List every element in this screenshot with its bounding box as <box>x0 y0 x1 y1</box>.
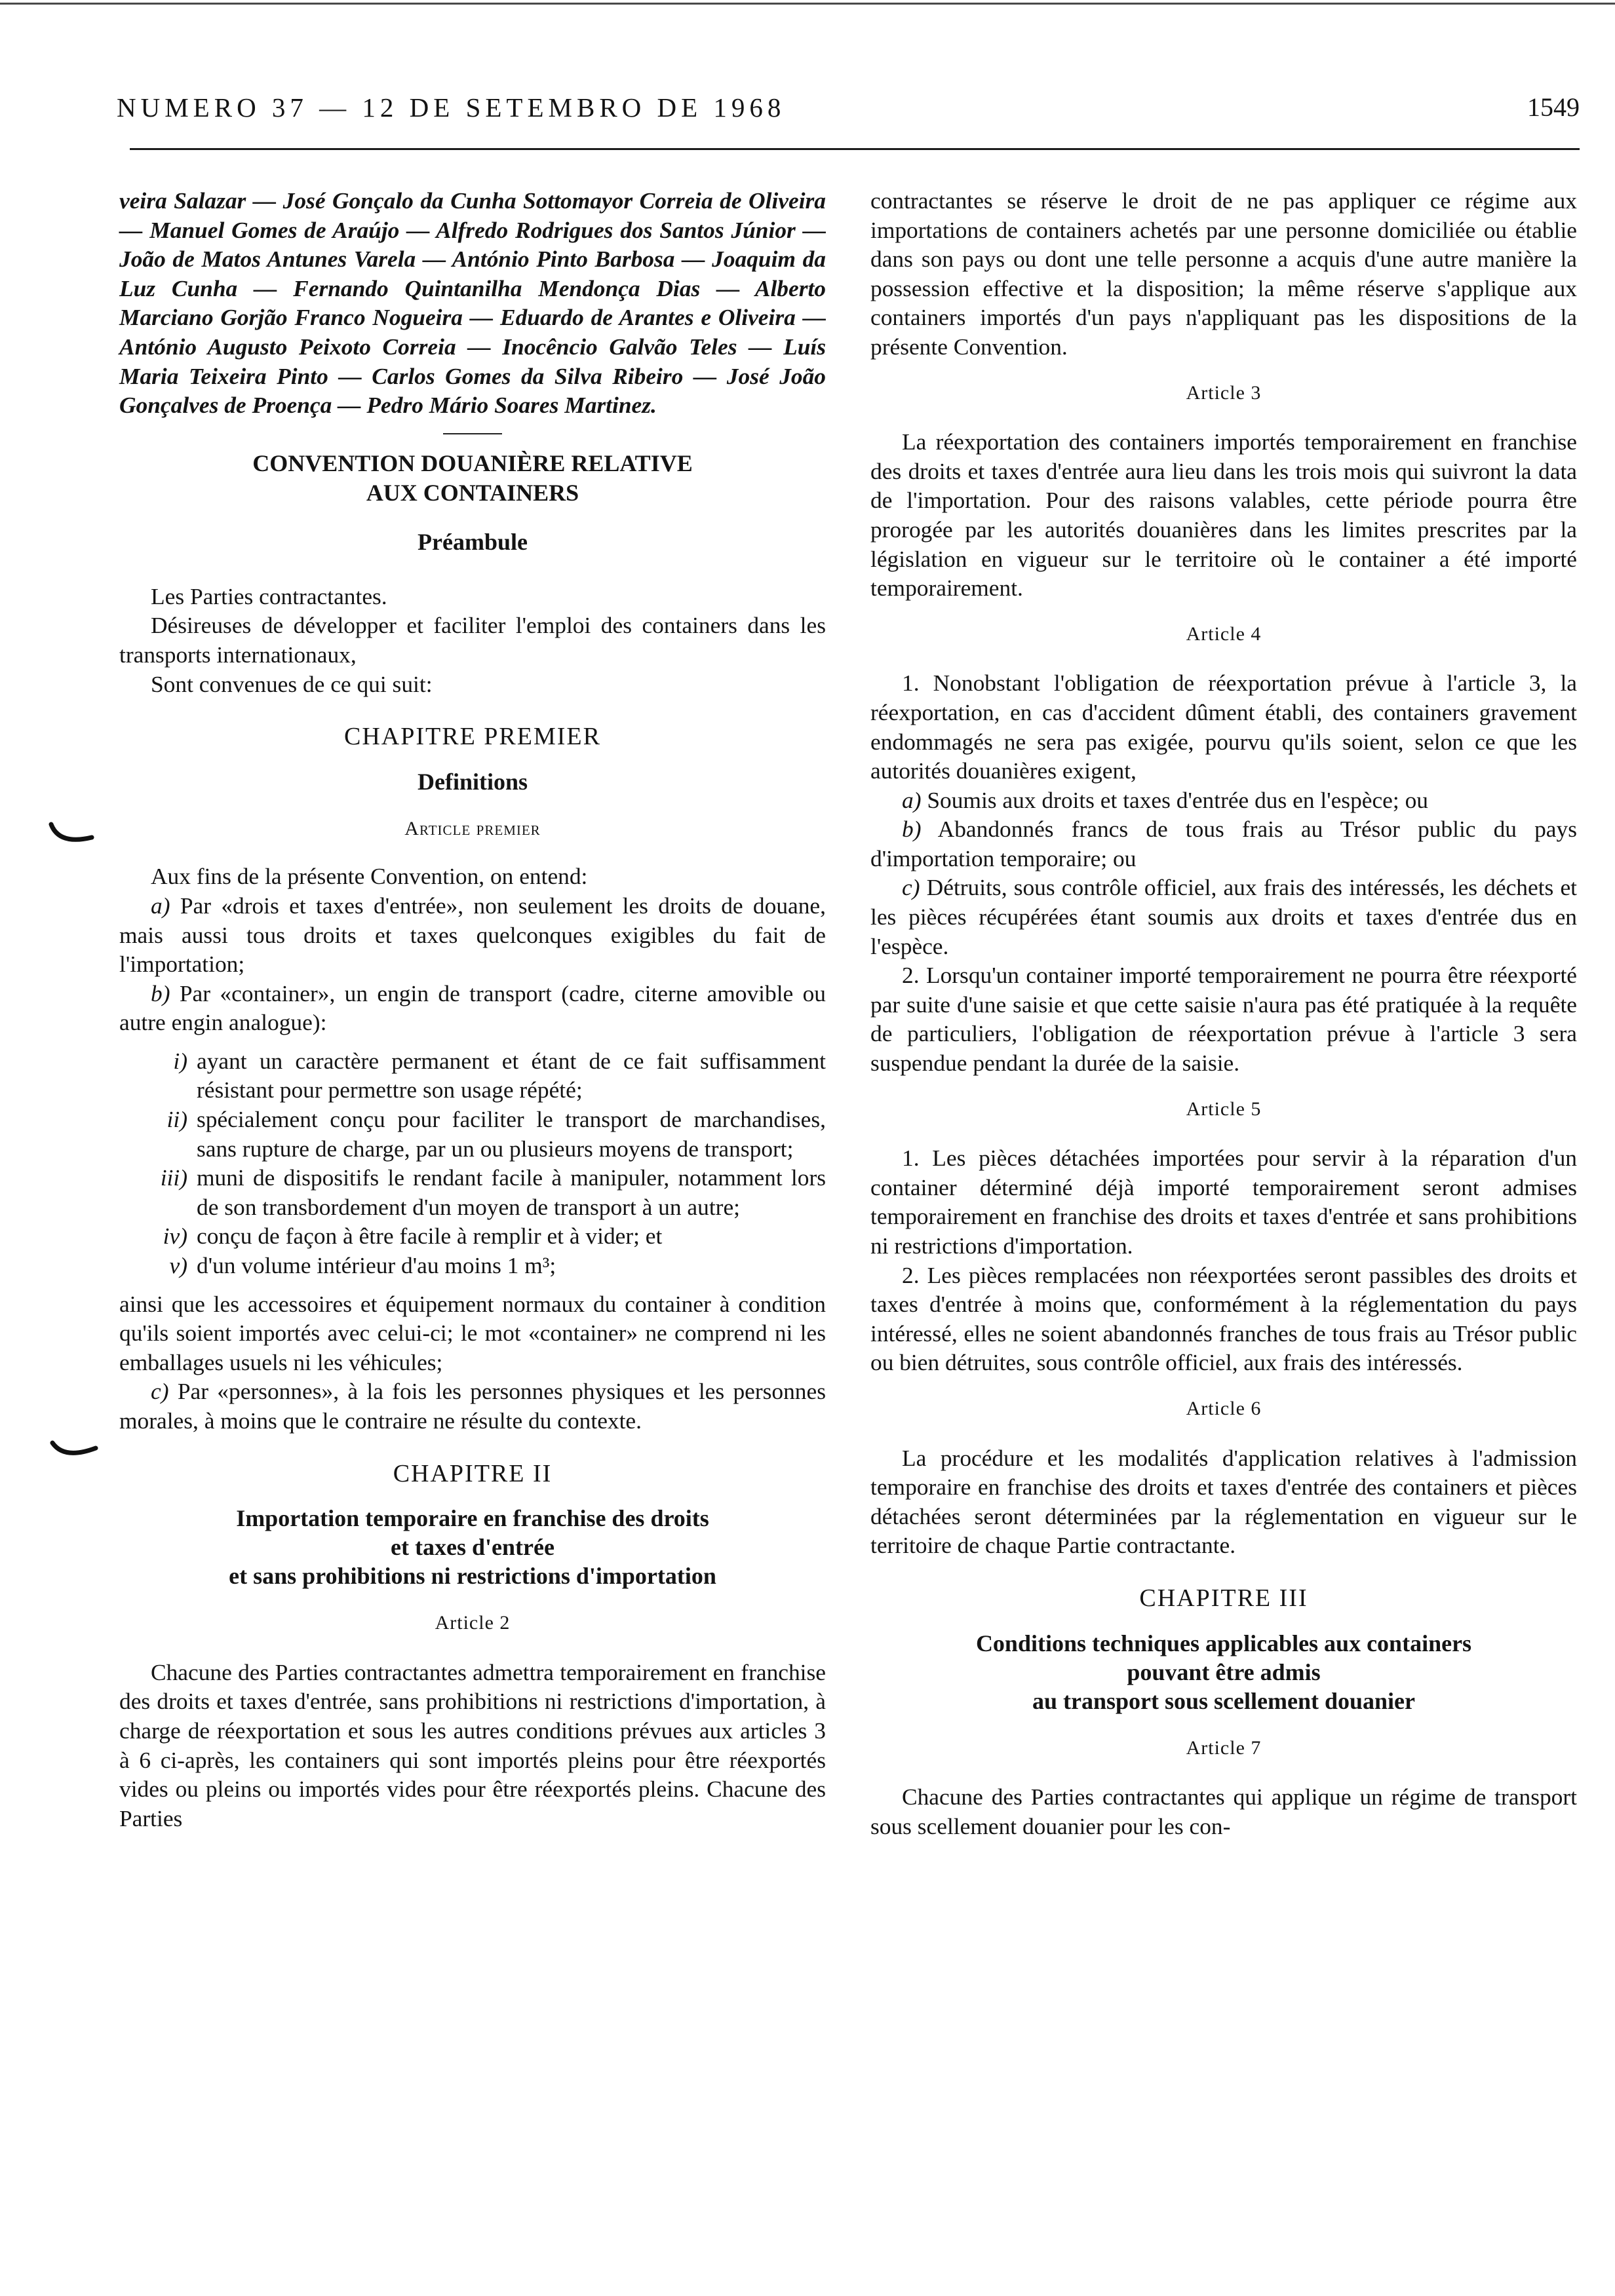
header-rule <box>130 148 1580 150</box>
chapter-title-line: pouvant être admis <box>1127 1658 1321 1685</box>
right-column <box>870 186 1577 1841</box>
article-heading: Article premier <box>404 817 541 839</box>
list-item <box>169 1251 826 1280</box>
item-number: iv) <box>163 1223 187 1250</box>
list-label: b) <box>902 816 922 843</box>
article-heading: Article 2 <box>435 1612 511 1634</box>
article-heading: Article 5 <box>1186 1098 1262 1120</box>
item-text: muni de dispositifs le rendant facile à manipuler, notamment lors de son transbordement d'un moyen de transport à un autre; <box>197 1164 826 1220</box>
chapter-heading: CHAPITRE II <box>393 1459 553 1487</box>
article-paragraph: Chacune des Parties contractantes qui applique un régime de transport sous scellement douanier pour les con- <box>870 1784 1577 1839</box>
chapter-title-line: et sans prohibitions ni restrictions d'importation <box>229 1563 716 1590</box>
list-item <box>166 1105 826 1163</box>
margin-check-mark-icon <box>46 819 98 852</box>
chapter-title-line: Conditions techniques applicables aux containers <box>975 1630 1472 1656</box>
paragraph-text: Par «personnes», à la fois les personnes physiques et les personnes morales, à moins que le contraire ne résulte du contexte. <box>119 1378 826 1434</box>
chapter-title <box>870 1629 1577 1715</box>
article-paragraph: La procédure et les modalités d'application relatives à l'admission temporaire en franchise des droits et taxes d'entrée des containers et pièces détachées seront déterminées par la réglementation en vigueur sur le territoire de chaque Partie contractante. <box>870 1444 1577 1559</box>
article-paragraph <box>870 786 1577 815</box>
article-paragraph <box>870 873 1577 961</box>
list-item <box>173 1046 826 1105</box>
chapter-title-line: et taxes d'entrée <box>391 1534 555 1561</box>
convention-title-line-1: CONVENTION DOUANIÈRE RELATIVE <box>252 450 693 476</box>
preamble-title: Préambule <box>418 528 528 555</box>
item-number: v) <box>169 1252 187 1279</box>
chapter-title-line: au transport sous scellement douanier <box>1032 1687 1415 1714</box>
chapter-heading: CHAPITRE III <box>1139 1584 1308 1612</box>
paragraph-text: Abandonnés francs de tous frais au Trésor public du pays d'importation temporaire; ou <box>870 816 1577 871</box>
list-item <box>163 1221 826 1251</box>
section-title: Definitions <box>417 768 528 795</box>
item-text: ayant un caractère permanent et étant de ce fait suffisamment résistant pour permettre son usage répété; <box>197 1047 826 1103</box>
article-paragraph: Aux fins de la présente Convention, on entend: <box>151 863 588 890</box>
list-label: c) <box>902 874 920 901</box>
article-heading: Article 6 <box>1186 1397 1262 1419</box>
scan-top-edge <box>0 3 1615 5</box>
margin-check-mark-icon <box>47 1428 106 1468</box>
paragraph-text: Soumis aux droits et taxes d'entrée dus en l'espèce; ou <box>927 786 1428 813</box>
article-heading: Article 7 <box>1186 1736 1262 1759</box>
article-paragraph: 2. Les pièces remplacées non réexportées seront passibles des droits et taxes d'entrée à moins que, conformément à la réglementation du pays intéressé, elles ne soient abandonnés franches de tous frais au Trésor public ou bien détruites, sous contrôle officiel, aux frais des intéressés. <box>870 1261 1577 1376</box>
convention-title-line-2: AUX CONTAINERS <box>366 479 579 506</box>
article-paragraph: Chacune des Parties contractantes admettra temporairement en franchise des droits et taxes d'entrée, sans prohibitions ni restrictions d'importation, à charge de réexportation et sous les autres conditions prévues aux articles 3 à 6 ci-après, les containers qui sont importés pleins pour être réexportés vides ou pleins ou importés vides pour être réexportés pleins. Chacune des Parties <box>119 1658 826 1831</box>
page-number: 1549 <box>1527 92 1580 122</box>
article-paragraph: ainsi que les accessoires et équipement normaux du container à condition qu'ils soient importés avec celui-ci; le mot «container» ne comprend ni les emballages usuels ni les véhicules; <box>119 1290 826 1375</box>
definition-list <box>119 1046 826 1280</box>
item-number: iii) <box>160 1164 187 1191</box>
signatories: veira Salazar — José Gonçalo da Cunha Sottomayor Correia de Oliveira — Manuel Gomes de Araújo — Alfredo Rodrigues dos Santos Júnior — João de Matos Antunes Varela — António Pinto Barbosa — Joaquim da Luz Cunha — Fernando Quintanilha Mendonça Dias — Alberto Marciano Gorjão Franco Nogueira — Eduardo de Arantes e Oliveira — António Augusto Peixoto Correia — Inocêncio Galvão Teles — Luís Maria Teixeira Pinto — Carlos Gomes da Silva Ribeiro — José João Gonçalves de Proença — Pedro Mário Soares Martinez. <box>119 187 826 419</box>
article-paragraph <box>870 814 1577 873</box>
item-number: ii) <box>166 1106 187 1133</box>
article-paragraph: 1. Les pièces détachées importées pour servir à la réparation d'un container déterminé déjà importé temporairement seront admises temporairement en franchise des droits et taxes d'entrée et sans prohibitions ni restrictions d'importation. <box>870 1145 1577 1259</box>
preamble-paragraph: Désireuses de développer et faciliter l'emploi des containers dans les transports internationaux, <box>119 612 826 668</box>
separator <box>443 433 502 434</box>
list-item <box>160 1163 826 1221</box>
list-label: b) <box>151 980 170 1006</box>
article-paragraph: La réexportation des containers importés temporairement en franchise des droits et taxes d'entrée aura lieu dans les trois mois qui suivront la data de l'importation. Pour des raisons valables, cette période pourra être prorogée par les autorités douanières dans les limites prescrites par la législation en vigueur sur le territoire où le container a été importé temporairement. <box>870 429 1577 602</box>
article-paragraph <box>119 891 826 979</box>
paragraph-text: Détruits, sous contrôle officiel, aux frais des intéressés, les déchets et les pièces récupérées étant soumis aux droits et taxes d'entrée dus en l'espèce. <box>870 874 1577 959</box>
preamble-paragraph: Sont convenues de ce qui suit: <box>151 670 433 697</box>
article-paragraph: 1. Nonobstant l'obligation de réexportation prévue à l'article 3, la réexportation, en cas d'accident dûment établi, des containers gravement endommagés ne sera pas exigée, pourvu qu'ils soient, selon ce que les autorités douanières exigent, <box>870 670 1577 784</box>
list-label: a) <box>902 786 922 813</box>
chapter-title <box>119 1504 826 1590</box>
list-label: a) <box>151 892 170 919</box>
preamble-paragraph: Les Parties contractantes. <box>151 583 387 609</box>
left-column <box>119 186 826 1833</box>
article-paragraph: contractantes se réserve le droit de ne pas appliquer ce régime aux importations de containers achetés par une personne domiciliée ou établie dans son pays ou dont une telle personne a acquis d'une autre manière la possession effective et la disposition; la même réserve s'applique aux containers importés d'un pays n'appliquant pas les dispositions de la présente Convention. <box>870 187 1577 360</box>
list-label: c) <box>151 1378 169 1405</box>
chapter-title-line: Importation temporaire en franchise des droits <box>236 1505 709 1532</box>
article-paragraph <box>119 979 826 1037</box>
article-heading: Article 4 <box>1186 622 1262 645</box>
paragraph-text: Par «container», un engin de transport (cadre, citerne amovible ou autre engin analogue): <box>119 980 826 1036</box>
article-paragraph: 2. Lorsqu'un container importé temporairement ne pourra être réexporté par suite d'une saisie et que cette saisie n'aura pas été pratiquée à la requête de particuliers, l'obligation de réexportation prévue à l'article 3 sera suspendue pendant la durée de la saisie. <box>870 962 1577 1077</box>
issue-header: NUMERO 37 — 12 DE SETEMBRO DE 1968 <box>117 92 786 123</box>
article-paragraph <box>119 1377 826 1435</box>
convention-title <box>119 449 826 508</box>
item-number: i) <box>173 1047 187 1074</box>
chapter-heading: CHAPITRE PREMIER <box>344 723 601 751</box>
item-text: conçu de façon à être facile à remplir et à vider; et <box>197 1223 663 1250</box>
article-heading: Article 3 <box>1186 381 1262 404</box>
paragraph-text: Par «drois et taxes d'entrée», non seulement les droits de douane, mais aussi tous droits et taxes quelconques exigibles du fait de l'importation; <box>119 892 826 978</box>
item-text: spécialement conçu pour faciliter le transport de marchandises, sans rupture de charge, par un ou plusieurs moyens de transport; <box>197 1106 826 1162</box>
item-text: d'un volume intérieur d'au moins 1 m³; <box>197 1252 556 1279</box>
